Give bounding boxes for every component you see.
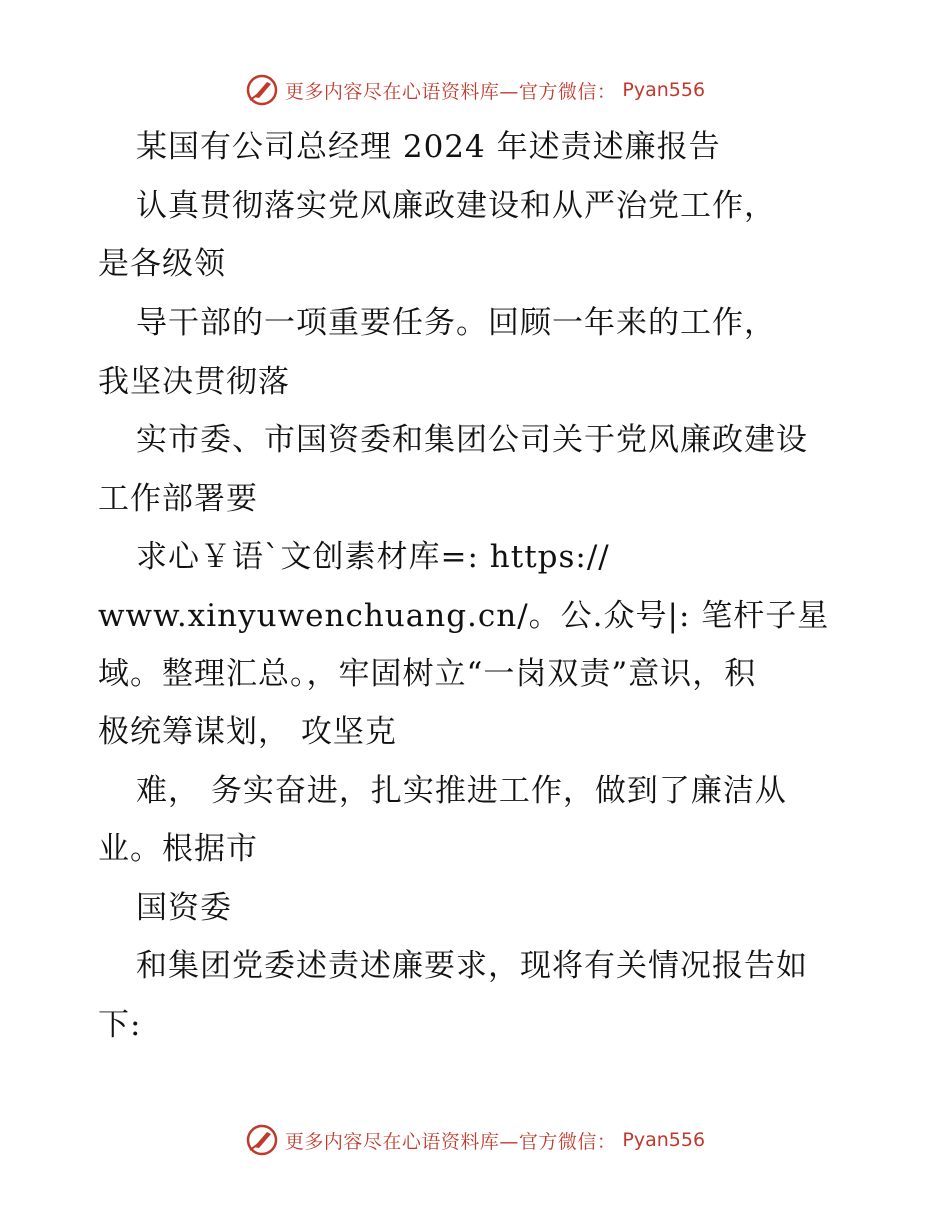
footer-banner — [0, 1120, 950, 1160]
paragraph-line: 工作部署要 — [98, 481, 258, 517]
feather-pen-seal-icon — [245, 1123, 279, 1157]
paragraph-line: 难， 务实奋进，扎实推进工作，做到了廉洁从 — [136, 773, 787, 809]
document-title: 某国有公司总经理 2024 年述责述廉报告 — [136, 129, 721, 165]
paragraph-line: 是各级领 — [98, 246, 226, 282]
paragraph-line: 求心￥语`文创素材库=: https:// — [136, 539, 610, 575]
wechat-id: Pyan556 — [622, 79, 706, 101]
banner-text: 更多内容尽在心语资料库—官方微信： — [284, 1130, 617, 1153]
paragraph-line: 和集团党委述责述廉要求，现将有关情况报告如 — [136, 948, 808, 984]
paragraph-line: 域。整理汇总。，牢固树立“一岗双责”意识，积 — [98, 656, 757, 692]
paragraph-line: 国资委 — [136, 890, 232, 926]
wechat-id: Pyan556 — [622, 1129, 706, 1151]
banner-text: 更多内容尽在心语资料库—官方微信： — [284, 80, 617, 103]
paragraph-line: 极统筹谋划， 攻坚克 — [98, 714, 397, 750]
paragraph-line: 下: — [98, 1007, 142, 1043]
paragraph-line: 业。根据市 — [98, 831, 258, 867]
paragraph-line: 我坚决贯彻落 — [98, 364, 290, 400]
paragraph-line: 实市委、市国资委和集团公司关于党风廉政建设 — [136, 422, 808, 458]
paragraph-line: www.xinyuwenchuang.cn/。公.众号|: 笔杆子星 — [98, 598, 830, 634]
paragraph-line: 导干部的一项重要任务。回顾一年来的工作， — [136, 305, 776, 341]
paragraph-line: 认真贯彻落实党风廉政建设和从严治党工作， — [136, 188, 776, 224]
